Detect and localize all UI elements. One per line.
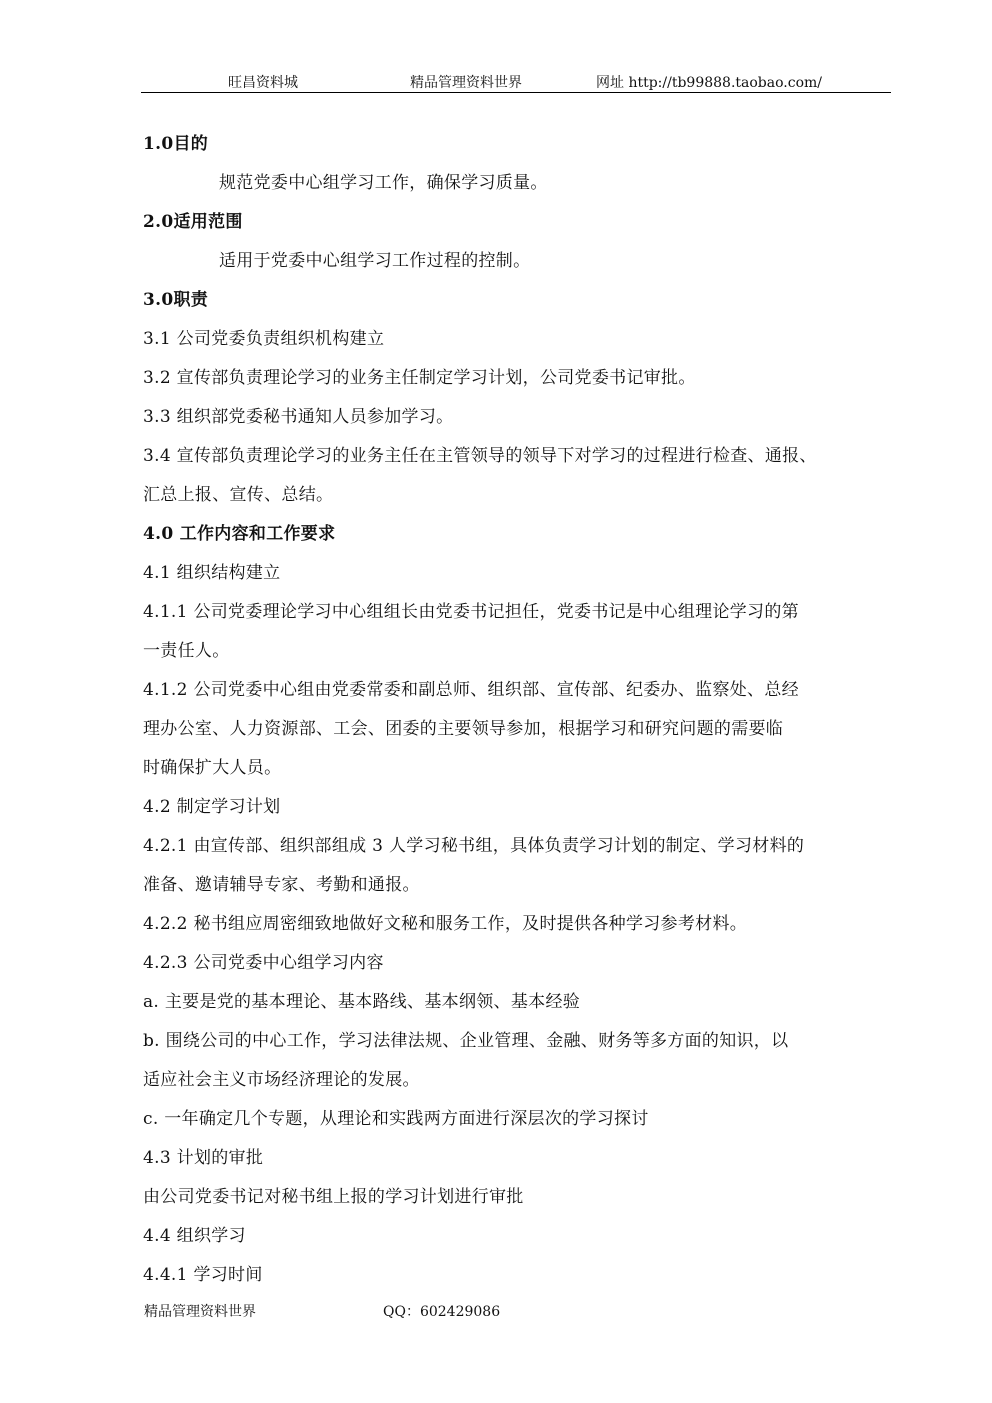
paragraph-line: 准备、邀请辅导专家、考勤和通报。 xyxy=(143,875,420,895)
paragraph-line: 4.1 组织结构建立 xyxy=(143,563,281,583)
paragraph-line: c. 一年确定几个专题，从理论和实践两方面进行深层次的学习探讨 xyxy=(143,1109,649,1129)
paragraph-line: 理办公室、人力资源部、工会、团委的主要领导参加，根据学习和研究问题的需要临 xyxy=(143,719,784,739)
page-header xyxy=(0,72,992,92)
paragraph-line: 适用于党委中心组学习工作过程的控制。 xyxy=(219,251,531,271)
header-divider xyxy=(141,92,891,93)
paragraph-line: 3.2 宣传部负责理论学习的业务主任制定学习计划，公司党委书记审批。 xyxy=(143,368,696,388)
paragraph-line: a. 主要是党的基本理论、基本路线、基本纲领、基本经验 xyxy=(143,992,581,1012)
footer-left-text: 精品管理资料世界 xyxy=(144,1304,256,1320)
header-left-text: 旺昌资料城 xyxy=(228,75,298,91)
paragraph-line: 4.2.3 公司党委中心组学习内容 xyxy=(143,953,384,973)
paragraph-line: 4.3 计划的审批 xyxy=(143,1148,264,1168)
paragraph-line: b. 围绕公司的中心工作，学习法律法规、企业管理、金融、财务等多方面的知识，以 xyxy=(143,1031,789,1051)
paragraph-line: 适应社会主义市场经济理论的发展。 xyxy=(143,1070,420,1090)
paragraph-line: 3.3 组织部党委秘书通知人员参加学习。 xyxy=(143,407,454,427)
paragraph-line: 3.4 宣传部负责理论学习的业务主任在主管领导的领导下对学习的过程进行检查、通报、 xyxy=(143,446,817,466)
paragraph-line: 3.1 公司党委负责组织机构建立 xyxy=(143,329,385,349)
paragraph-line: 时确保扩大人员。 xyxy=(143,758,282,778)
paragraph-line: 4.4 组织学习 xyxy=(143,1226,246,1246)
section-heading: 2.0适用范围 xyxy=(143,212,243,232)
paragraph-line: 4.2 制定学习计划 xyxy=(143,797,281,817)
footer-qq-text: QQ：602429086 xyxy=(383,1304,501,1320)
paragraph-line: 由公司党委书记对秘书组上报的学习计划进行审批 xyxy=(143,1187,524,1207)
paragraph-line: 4.2.1 由宣传部、组织部组成 3 人学习秘书组，具体负责学习计划的制定、学习材料的 xyxy=(143,836,805,856)
section-heading: 1.0目的 xyxy=(143,134,209,154)
header-center-text: 精品管理资料世界 xyxy=(410,75,522,91)
paragraph-line: 汇总上报、宣传、总结。 xyxy=(143,485,334,505)
paragraph-line: 4.1.1 公司党委理论学习中心组组长由党委书记担任，党委书记是中心组理论学习的第 xyxy=(143,602,799,622)
section-heading: 3.0职责 xyxy=(143,290,209,310)
paragraph-line: 4.2.2 秘书组应周密细致地做好文秘和服务工作，及时提供各种学习参考材料。 xyxy=(143,914,748,934)
paragraph-line: 一责任人。 xyxy=(143,641,230,661)
document-body xyxy=(143,125,903,1295)
paragraph-line: 4.4.1 学习时间 xyxy=(143,1265,263,1285)
header-website-text: 网址 http://tb99888.taobao.com/ xyxy=(596,75,823,91)
section-heading: 4.0 工作内容和工作要求 xyxy=(143,524,336,544)
paragraph-line: 规范党委中心组学习工作，确保学习质量。 xyxy=(219,173,548,193)
paragraph-line: 4.1.2 公司党委中心组由党委常委和副总师、组织部、宣传部、纪委办、监察处、总经 xyxy=(143,680,799,700)
